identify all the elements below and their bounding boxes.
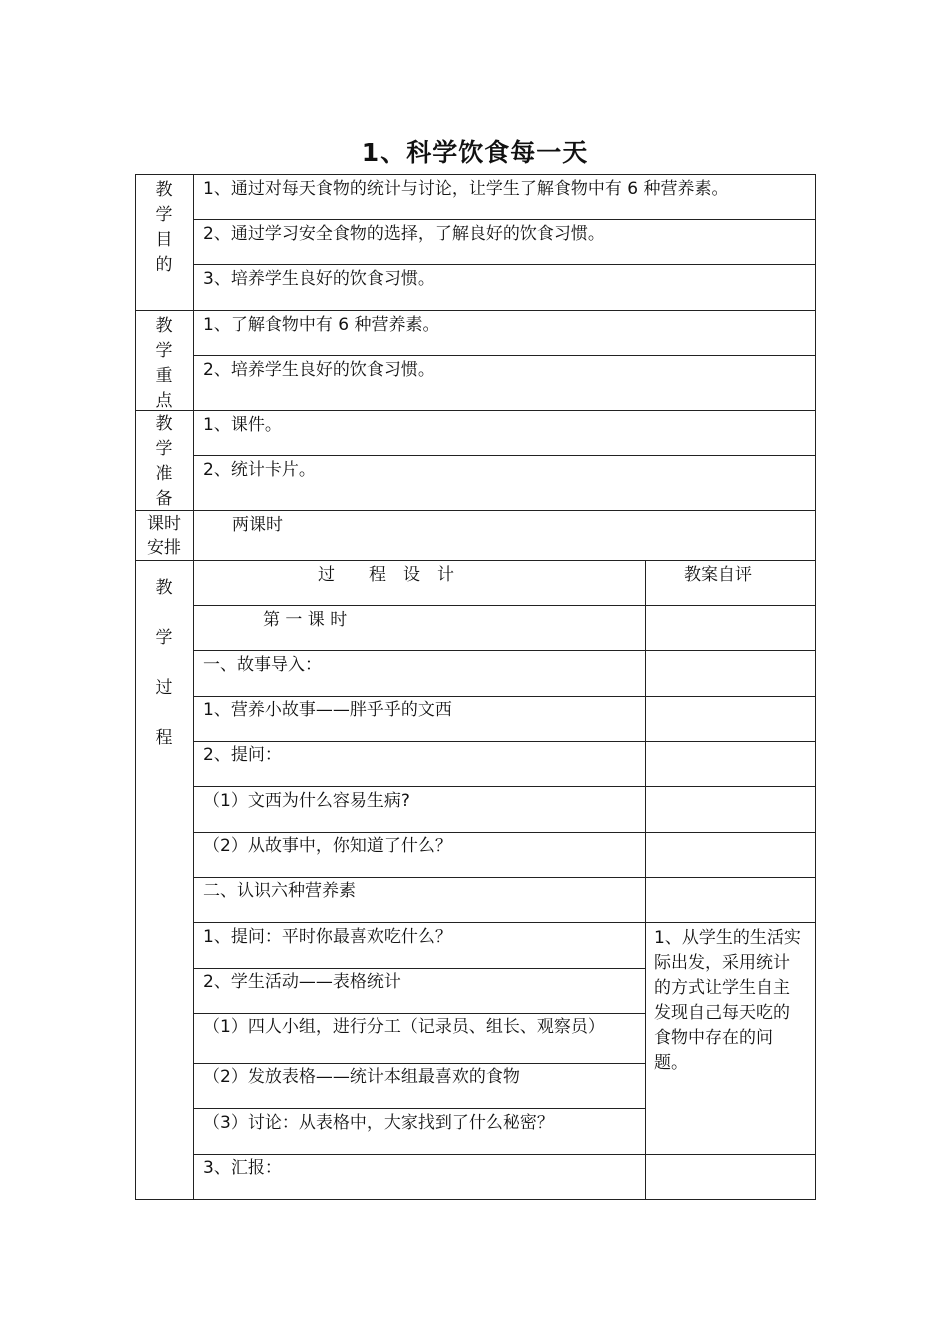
page-title: 1、科学饮食每一天	[361, 138, 589, 167]
label-char: 准	[155, 464, 173, 484]
label-char: 教	[155, 414, 173, 434]
process-design-header: 过 程 设 计	[318, 565, 454, 585]
preparation-row-1: 1、课件。	[203, 415, 282, 435]
row-divider	[193, 1154, 816, 1155]
row-divider	[193, 264, 816, 265]
process-row: 2、提问：	[203, 745, 282, 765]
row-divider	[193, 877, 816, 878]
label-char: 教	[155, 316, 173, 336]
lesson-plan-table	[135, 174, 816, 1200]
process-row: 二、认识六种营养素	[203, 881, 356, 901]
review-note: 1、从学生的生活实际出发，采用统计的方式让学生自主发现自己每天吃的食物中存在的问题。	[654, 928, 801, 1073]
section-divider	[135, 310, 816, 311]
label-char: 学	[155, 439, 173, 459]
table-border-bottom	[135, 1199, 816, 1200]
review-column-divider	[645, 560, 646, 1200]
label-char: 课时	[147, 514, 181, 534]
label-char: 学	[155, 628, 173, 648]
key-point-row-1: 1、了解食物中有 6 种营养素。	[203, 315, 440, 335]
section-divider	[135, 510, 816, 511]
process-row: 3、汇报：	[203, 1158, 282, 1178]
label-char: 目	[155, 230, 173, 250]
label-char: 学	[155, 341, 173, 361]
process-row: 一、故事导入：	[203, 655, 322, 675]
process-row: （1）四人小组，进行分工（记录员、组长、观察员）	[203, 1017, 605, 1037]
table-border-right	[815, 174, 816, 1200]
label-char: 程	[155, 728, 173, 748]
process-row: （2）从故事中，你知道了什么？	[203, 836, 452, 856]
process-row: 第 一 课 时	[263, 610, 348, 630]
preparation-row-2: 2、统计卡片。	[203, 460, 316, 480]
label-char: 教	[155, 578, 173, 598]
row-divider	[193, 922, 816, 923]
row-divider	[193, 968, 646, 969]
key-points-label	[135, 314, 193, 414]
objective-row-1: 1、通过对每天食物的统计与讨论，让学生了解食物中有 6 种营养素。	[203, 179, 729, 199]
objective-row-2: 2、通过学习安全食物的选择，了解良好的饮食习惯。	[203, 224, 605, 244]
schedule-label	[135, 512, 193, 560]
label-column-divider	[193, 174, 194, 1200]
objective-row-3: 3、培养学生良好的饮食习惯。	[203, 269, 435, 289]
table-border-top	[135, 174, 816, 175]
row-divider	[193, 696, 816, 697]
preparation-label	[135, 412, 193, 512]
objectives-label	[135, 178, 193, 278]
process-row: 2、学生活动——表格统计	[203, 972, 401, 992]
row-divider	[193, 786, 816, 787]
label-char: 过	[155, 678, 173, 698]
row-divider	[193, 605, 816, 606]
section-divider	[135, 410, 816, 411]
label-char: 备	[155, 489, 173, 509]
label-char: 的	[155, 255, 173, 275]
row-divider	[193, 741, 816, 742]
review-header: 教案自评	[684, 565, 752, 585]
section-divider	[135, 560, 816, 561]
label-char: 重	[155, 366, 173, 386]
label-char: 点	[155, 391, 173, 411]
label-char: 安排	[147, 538, 181, 558]
key-point-row-2: 2、培养学生良好的饮食习惯。	[203, 360, 435, 380]
row-divider	[193, 1013, 646, 1014]
process-row: （1）文西为什么容易生病?	[203, 791, 410, 811]
row-divider	[193, 455, 816, 456]
schedule-value: 两课时	[232, 515, 283, 535]
row-divider	[193, 832, 816, 833]
process-row: 1、提问：平时你最喜欢吃什么？	[203, 927, 452, 947]
row-divider	[193, 355, 816, 356]
label-char: 教	[155, 180, 173, 200]
label-char: 学	[155, 205, 173, 225]
row-divider	[193, 1063, 646, 1064]
process-row: 1、营养小故事——胖乎乎的文西	[203, 700, 452, 720]
process-row: （2）发放表格——统计本组最喜欢的食物	[203, 1067, 520, 1087]
row-divider	[193, 1108, 646, 1109]
process-label	[135, 563, 193, 763]
row-divider	[193, 219, 816, 220]
process-row: （3）讨论：从表格中，大家找到了什么秘密？	[203, 1113, 554, 1133]
row-divider	[193, 650, 816, 651]
